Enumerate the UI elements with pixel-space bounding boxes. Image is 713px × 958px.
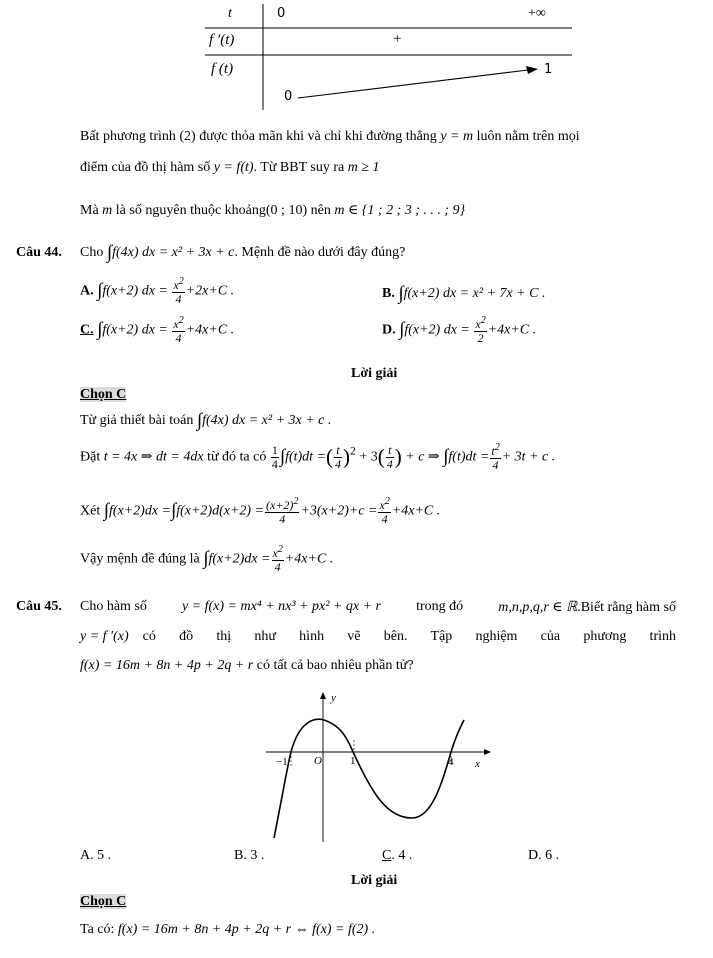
- graph-label-origin: O: [314, 755, 322, 767]
- question-44-option-a[interactable]: A. ∫f(x+2) dx = $\frac{x^2}{4}$ +2x+C .: [80, 276, 235, 306]
- question-45-line-2: y = f ′(x) có đồ thị như hình vẽ bên. Tập nghiệm của phương trình: [80, 629, 676, 644]
- y-axis-arrow: [320, 692, 326, 699]
- solution-44-line-2: Đặt t = 4x ⇒ dt = 4dx từ đó ta có $\frac{1}{4}$ ∫f(t)dt =( $\frac{t}{4}$ )$^2$ + 3( $\frac{t}{4}$ ) + c ⇒ ∫f(t)dt = $\frac{t^2}{4}$ + 3t + c .: [80, 442, 556, 472]
- solution-heading-44: Lời giải: [351, 366, 398, 381]
- variation-table-lines: [0, 0, 713, 115]
- question-45-option-d[interactable]: D. 6 .: [528, 848, 560, 863]
- bbt-label-fprime: f ′(t): [209, 32, 235, 48]
- bbt-sign: +: [393, 31, 402, 47]
- bbt-label-f: f (t): [211, 61, 234, 77]
- bbt-t-end: +∞: [528, 6, 546, 21]
- graph-label-four: 4: [448, 756, 454, 768]
- question-44-option-b[interactable]: B. ∫f(x+2) dx = x² + 7x + C .: [382, 283, 546, 304]
- graph-label-x: x: [475, 758, 480, 770]
- question-44-option-d[interactable]: D. ∫f(x+2) dx = $\frac{x^2}{2}$ +4x+C .: [382, 315, 537, 345]
- bbt-f-start: 0: [284, 89, 293, 104]
- x-axis-arrow: [484, 749, 491, 755]
- derivative-graph: [262, 688, 492, 846]
- graph-label-y: y: [331, 692, 336, 704]
- solution-heading-45: Lời giải: [351, 873, 398, 888]
- solution-44-line-3: Xét ∫f(x+2)dx =∫f(x+2)d(x+2) = $\frac{(x+2)^2}{4}$ +3(x+2)+c = $\frac{x^2}{4}$ +4x+C .: [80, 496, 441, 526]
- solution-45-line-1: Ta có: f(x) = 16m + 8n + 4p + 2q + r ⇔ f(x) = f(2) .: [80, 922, 376, 937]
- derivative-curve: [274, 719, 464, 838]
- arrow-head: [526, 66, 538, 74]
- question-44-option-c[interactable]: C. ∫f(x+2) dx = $\frac{x^2}{4}$ +4x+C .: [80, 315, 235, 345]
- solution-44-line-1: Từ giả thiết bài toán ∫f(4x) dx = x² + 3x + c .: [80, 410, 332, 431]
- question-45-option-b[interactable]: B. 3 .: [234, 848, 265, 863]
- question-45-number: Câu 45.: [16, 599, 62, 614]
- answer-choice-44: Chọn C: [80, 387, 127, 402]
- solution-44-conclusion: Vậy mệnh đề đúng là ∫f(x+2)dx = $\frac{x^2}{4}$ +4x+C .: [80, 544, 334, 574]
- question-44-stem: Cho ∫f(4x) dx = x² + 3x + c. Mệnh đề nào dưới đây đúng?: [80, 242, 406, 263]
- bbt-t-start: 0: [277, 6, 286, 21]
- bbt-f-end: 1: [544, 62, 553, 77]
- question-45-option-c[interactable]: C. 4 .: [382, 848, 413, 863]
- paragraph-line-3: Mà m là số nguyên thuộc khoảng(0 ; 10) nên m ∈ {1 ; 2 ; 3 ; . . . ; 9}: [80, 203, 466, 218]
- question-44-number: Câu 44.: [16, 245, 62, 260]
- paragraph-line-2: điểm của đồ thị hàm số y = f(t). Từ BBT suy ra m ≥ 1: [80, 160, 380, 175]
- question-45-line-3: f(x) = 16m + 8n + 4p + 2q + r có tất cả bao nhiêu phần tử?: [80, 658, 414, 673]
- question-45-option-a[interactable]: A. 5 .: [80, 848, 112, 863]
- question-45-line-1: Cho hàm số y = f(x) = mx⁴ + nx³ + px² + qx + r trong đó m,n,p,q,r ∈ ℝ.Biết rằng hàm số: [80, 599, 676, 615]
- paragraph-line-1: Bất phương trình (2) được thỏa mãn khi và chỉ khi đường thẳng y = m luôn nằm trên mọi: [80, 129, 580, 144]
- bbt-label-t: t: [228, 6, 232, 21]
- variation-arrow: [298, 70, 528, 98]
- answer-choice-45: Chọn C: [80, 894, 127, 909]
- graph-label-minus-one: −1: [276, 756, 288, 768]
- graph-label-one: 1: [350, 755, 356, 767]
